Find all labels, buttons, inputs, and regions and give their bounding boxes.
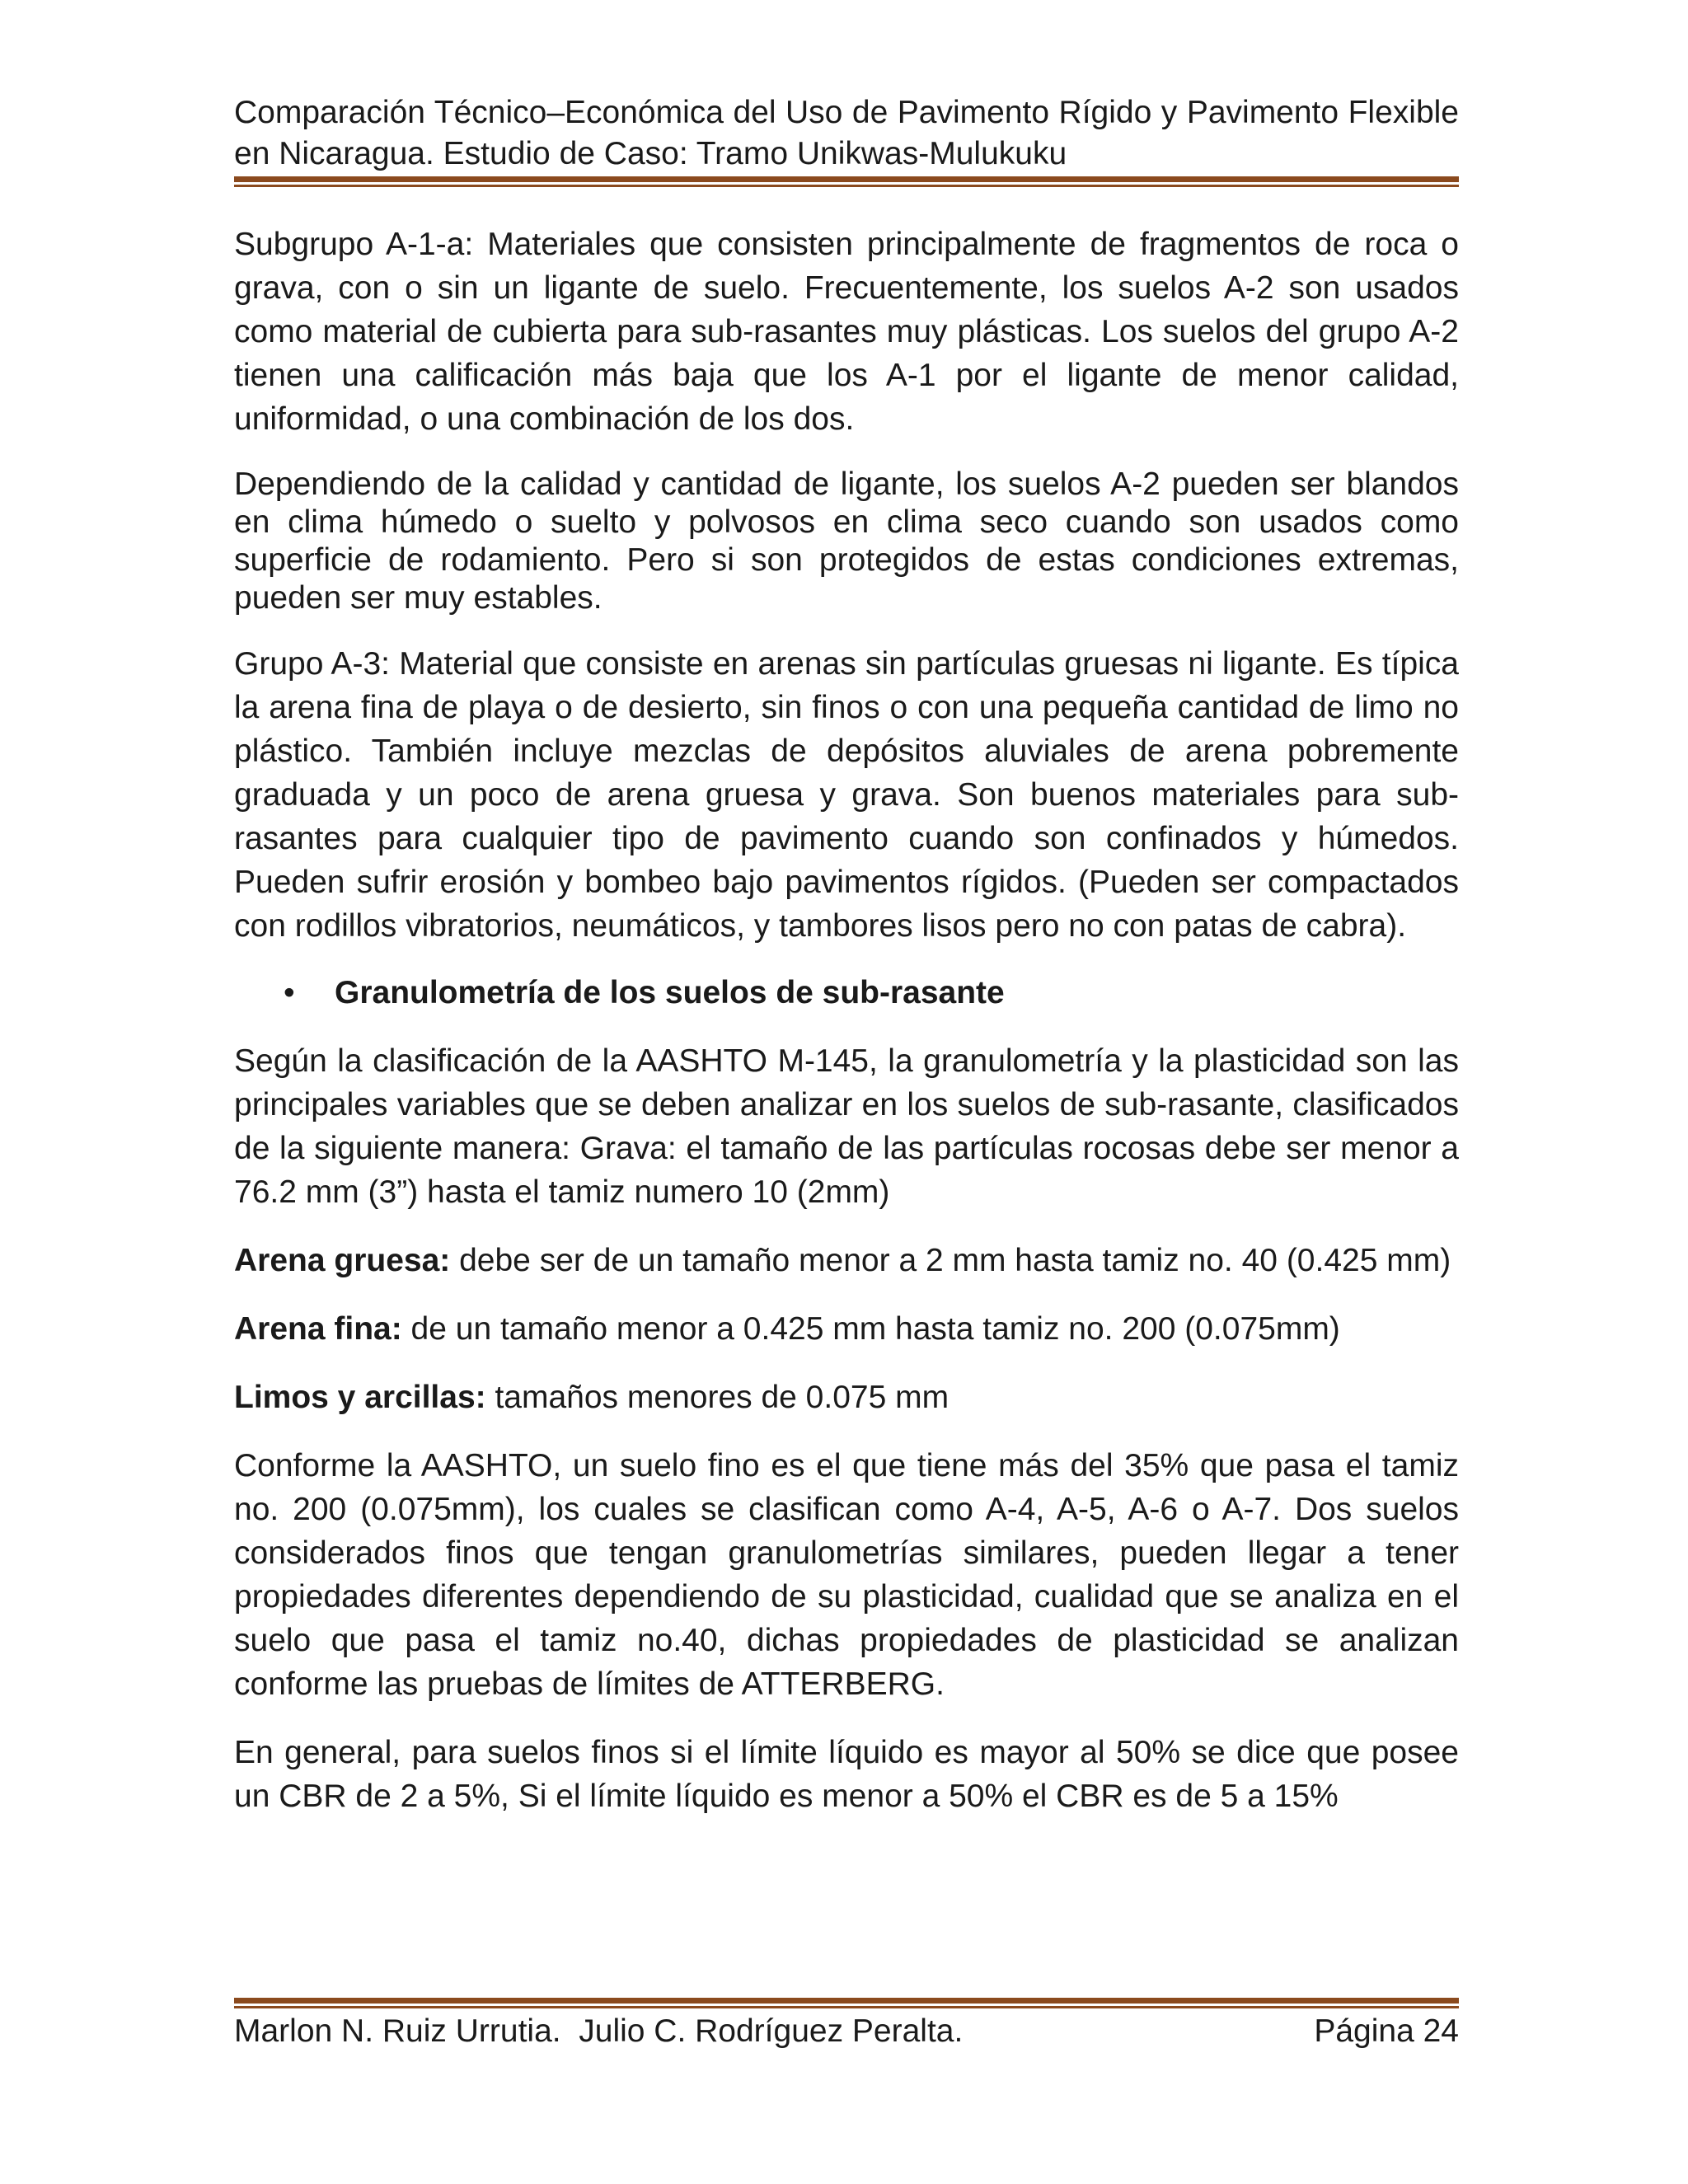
header-rule (234, 176, 1459, 187)
paragraph-cbr: En general, para suelos finos si el límite líquido es mayor al 50% se dice que posee un CBR de 2 a 5%, Si el límite líquido es menor a 50% el CBR es de 5 a 15% (234, 1735, 1459, 1814)
page-header (234, 92, 1459, 175)
paragraph-suelo-fino: Conforme la AASHTO, un suelo fino es el que tiene más del 35% que pasa el tamiz no. 200 (0.075mm), los cuales se clasifican como A-4, A-5, A-6 o A-7. Dos suelos considerados finos que tengan granulometrías similares, pueden llegar a tener propiedades diferentes dependiendo de su plasticidad, cualidad que se analiza en el suelo que pasa el tamiz no.40, dichas propiedades de plasticidad se analizan conforme las pruebas de límites de ATTERBERG. (234, 1448, 1459, 1702)
section-heading: Granulometría de los suelos de sub-rasante (335, 975, 1005, 1010)
page-number: Página 24 (1314, 2013, 1459, 2049)
term-arena-gruesa: Arena gruesa: (234, 1243, 451, 1278)
header-title: Comparación Técnico–Económica del Uso de Pavimento Rígido y Pavimento Flexible en Nicaragua. Estudio de Caso: Tramo Unikwas-Mulukuku (234, 95, 1459, 171)
paragraph-a2-ligante: Dependiendo de la calidad y cantidad de ligante, los suelos A-2 pueden ser blandos en clima húmedo o suelto y polvosos en clima seco cuando son usados como superficie de rodamiento. Pero si son protegidos de estas condiciones extremas, pueden ser muy estables. (234, 466, 1459, 616)
bullet-item-granulometria (234, 971, 1459, 1015)
definition-arena-fina: de un tamaño menor a 0.425 mm hasta tamiz no. 200 (0.075mm) (401, 1311, 1340, 1347)
term-arena-fina: Arena fina: (234, 1311, 402, 1347)
page-body (234, 223, 1459, 1818)
paragraph-arena-fina (234, 1307, 1459, 1351)
bullet-icon: • (284, 975, 295, 1010)
paragraph-subgrupo-a1a: Subgrupo A-1-a: Materiales que consisten principalmente de fragmentos de roca o grava, con o sin un ligante de suelo. Frecuentemente, los suelos A-2 son usados como material de cubierta para sub-rasantes muy plásticas. Los suelos del grupo A-2 tienen una calificación más baja que los A-1 por el ligante de menor calidad, uniformidad, o una combinación de los dos. (234, 227, 1459, 437)
footer-authors: Marlon N. Ruiz Urrutia. Julio C. Rodríguez Peralta. (234, 2013, 964, 2049)
term-limos-arcillas: Limos y arcillas: (234, 1380, 486, 1415)
paragraph-arena-gruesa (234, 1239, 1459, 1282)
paragraph-aashto-m145: Según la clasificación de la AASHTO M-145, la granulometría y la plasticidad son las principales variables que se deben analizar en los suelos de sub-rasante, clasificados de la siguiente manera: Grava: el tamaño de las partículas rocosas debe ser menor a 76.2 mm (3”) hasta el tamiz numero 10 (2mm) (234, 1043, 1459, 1210)
definition-arena-gruesa: debe ser de un tamaño menor a 2 mm hasta tamiz no. 40 (0.425 mm) (450, 1243, 1451, 1278)
definition-limos-arcillas: tamaños menores de 0.075 mm (485, 1380, 950, 1415)
page-footer (234, 2011, 1459, 2052)
paragraph-limos-arcillas (234, 1376, 1459, 1419)
footer-rule (234, 1998, 1459, 2008)
paragraph-grupo-a3: Grupo A-3: Material que consiste en arenas sin partículas gruesas ni ligante. Es típica la arena fina de playa o de desierto, sin finos o con una pequeña cantidad de limo no plástico. También incluye mezclas de depósitos aluviales de arena pobremente graduada y un poco de arena gruesa y grava. Son buenos materiales para sub-rasantes para cualquier tipo de pavimento cuando son confinados y húmedos. Pueden sufrir erosión y bombeo bajo pavimentos rígidos. (Pueden ser compactados con rodillos vibratorios, neumáticos, y tambores lisos pero no con patas de cabra). (234, 646, 1459, 944)
